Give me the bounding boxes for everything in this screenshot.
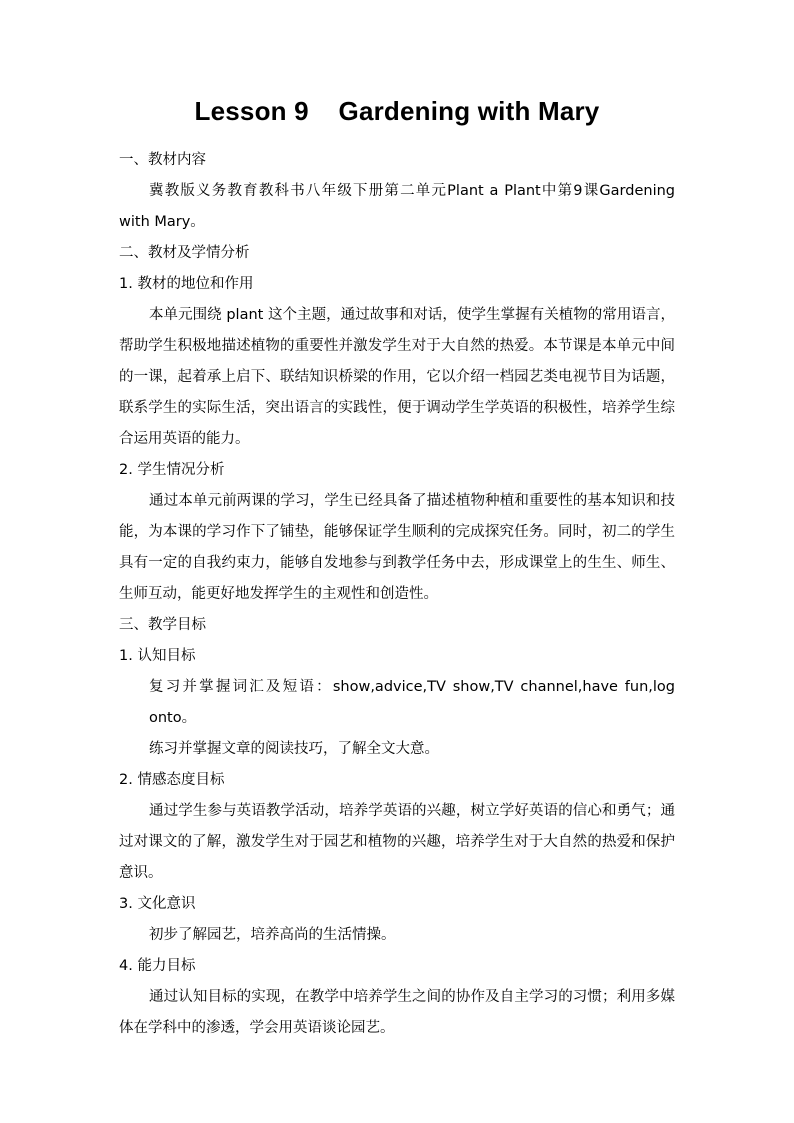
section-heading-objectives: 三、教学目标: [119, 617, 206, 633]
section-heading-analysis: 二、教材及学情分析: [119, 245, 250, 261]
subheading-position-role: 1. 教材的地位和作用: [119, 276, 254, 292]
subheading-cognitive: 1. 认知目标: [119, 648, 196, 664]
document-body: [119, 145, 675, 1044]
document-title: Lesson 9 Gardening with Mary: [194, 96, 600, 126]
subheading-culture: 3. 文化意识: [119, 896, 196, 912]
paragraph-content: 冀教版义务教育教科书八年级下册第二单元Plant a Plant中第9课Gardening with Mary。: [119, 183, 675, 230]
paragraph-ability: 通过认知目标的实现，在教学中培养学生之间的协作及自主学习的习惯；利用多媒体在学科中的渗透，学会用英语谈论园艺。: [119, 989, 675, 1036]
section-heading-content: 一、教材内容: [119, 152, 206, 168]
paragraph-position-role: 本单元围绕 plant 这个主题，通过故事和对话，使学生掌握有关植物的常用语言，帮助学生积极地描述植物的重要性并激发学生对于大自然的热爱。本节课是本单元中间的一课，起着承上启下、联结知识桥梁的作用，它以介绍一档园艺类电视节目为话题，联系学生的实际生活，突出语言的实践性，便于调动学生学英语的积极性，培养学生综合运用英语的能力。: [119, 307, 675, 447]
paragraph-culture: 初步了解园艺，培养高尚的生活情操。: [149, 927, 396, 943]
paragraph-attitude: 通过学生参与英语教学活动，培养学英语的兴趣，树立学好英语的信心和勇气；通过对课文的了解，激发学生对于园艺和植物的兴趣，培养学生对于大自然的热爱和保护意识。: [119, 803, 675, 881]
subheading-attitude: 2. 情感态度目标: [119, 772, 225, 788]
paragraph-cognitive-1: 复习并掌握词汇及短语：show,advice,TV show,TV channel,have fun,log onto。: [149, 679, 675, 726]
paragraph-student-analysis: 通过本单元前两课的学习，学生已经具备了描述植物种植和重要性的基本知识和技能，为本课的学习作下了铺垫，能够保证学生顺利的完成探究任务。同时，初二的学生具有一定的自我约束力，能够自发地参与到教学任务中去，形成课堂上的生生、师生、生师互动，能更好地发挥学生的主观性和创造性。: [119, 493, 675, 602]
subheading-student-analysis: 2. 学生情况分析: [119, 462, 225, 478]
paragraph-cognitive-2: 练习并掌握文章的阅读技巧，了解全文大意。: [149, 741, 439, 757]
subheading-ability: 4. 能力目标: [119, 958, 196, 974]
